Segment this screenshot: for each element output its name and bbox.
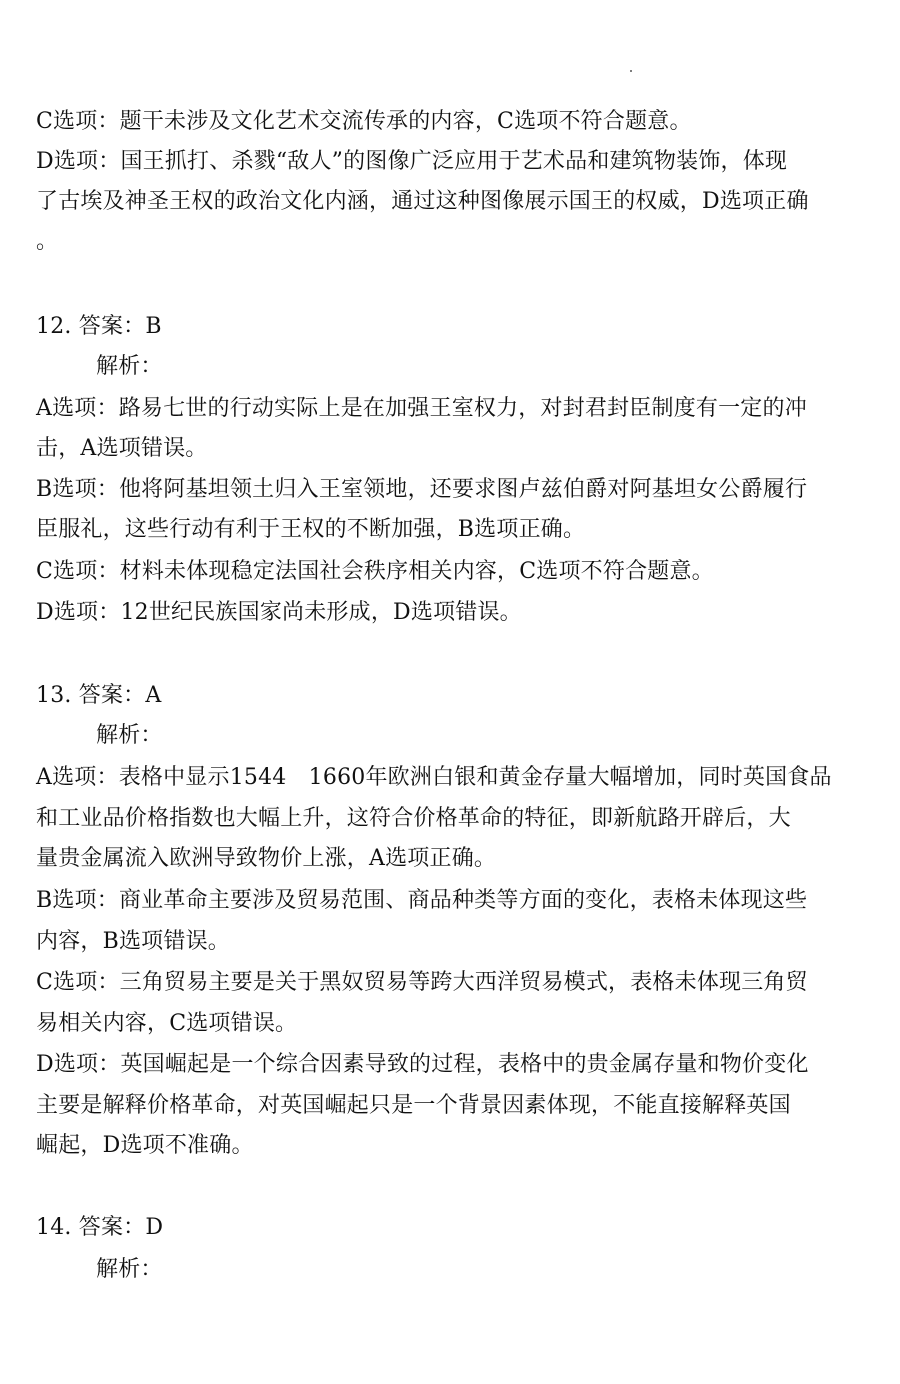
text-line: A选项：表格中显示1544 1660年欧洲白银和黄金存量大幅增加，同时英国食品 (36, 765, 832, 790)
analysis-label: 解析： (96, 1257, 163, 1282)
analysis-label: 解析： (96, 723, 163, 748)
text-line: D选项：12世纪民族国家尚未形成，D选项错误。 (36, 600, 522, 625)
analysis-label: 解析： (96, 354, 163, 379)
text-line: 击，A选项错误。 (36, 436, 208, 461)
text-line: C选项：题干未涉及文化艺术交流传承的内容，C选项不符合题意。 (36, 109, 692, 134)
text-line: 主要是解释价格革命，对英国崛起只是一个背景因素体现，不能直接解释英国 (36, 1093, 791, 1118)
text-line: 崛起，D选项不准确。 (36, 1133, 254, 1158)
text-line: B选项：他将阿基坦领土归入王室领地，还要求图卢兹伯爵对阿基坦女公爵履行 (36, 477, 808, 502)
text-line: B选项：商业革命主要涉及贸易范围、商品种类等方面的变化，表格未体现这些 (36, 888, 808, 913)
text-line: 和工业品价格指数也大幅上升，这符合价格革命的特征，即新航路开辟后，大 (36, 806, 791, 831)
text-line: D选项：国王抓打、杀戮“敌人”的图像广泛应用于艺术品和建筑物装饰，体现 (36, 149, 788, 174)
text-line: 量贵金属流入欧洲导致物价上涨，A选项正确。 (36, 846, 497, 871)
text-line: 内容，B选项错误。 (36, 929, 230, 954)
text-line: 了古埃及神圣王权的政治文化内涵，通过这种图像展示国王的权威，D选项正确 (36, 189, 809, 214)
text-line: 。 (36, 229, 59, 254)
text-line: D选项：英国崛起是一个综合因素导致的过程，表格中的贵金属存量和物价变化 (36, 1052, 809, 1077)
answer-heading-14: 14. 答案：D (36, 1215, 164, 1240)
text-line: 易相关内容，C选项错误。 (36, 1011, 298, 1036)
text-line: 臣服礼，这些行动有利于王权的不断加强，B选项正确。 (36, 517, 586, 542)
text-line: C选项：三角贸易主要是关于黑奴贸易等跨大西洋贸易模式，表格未体现三角贸 (36, 970, 808, 995)
text-line: C选项：材料未体现稳定法国社会秩序相关内容，C选项不符合题意。 (36, 559, 714, 584)
scan-speck (630, 70, 632, 72)
text-line: A选项：路易七世的行动实际上是在加强王室权力，对封君封臣制度有一定的冲 (36, 396, 807, 421)
answer-heading-12: 12. 答案：B (36, 314, 162, 339)
answer-heading-13: 13. 答案：A (36, 683, 162, 708)
